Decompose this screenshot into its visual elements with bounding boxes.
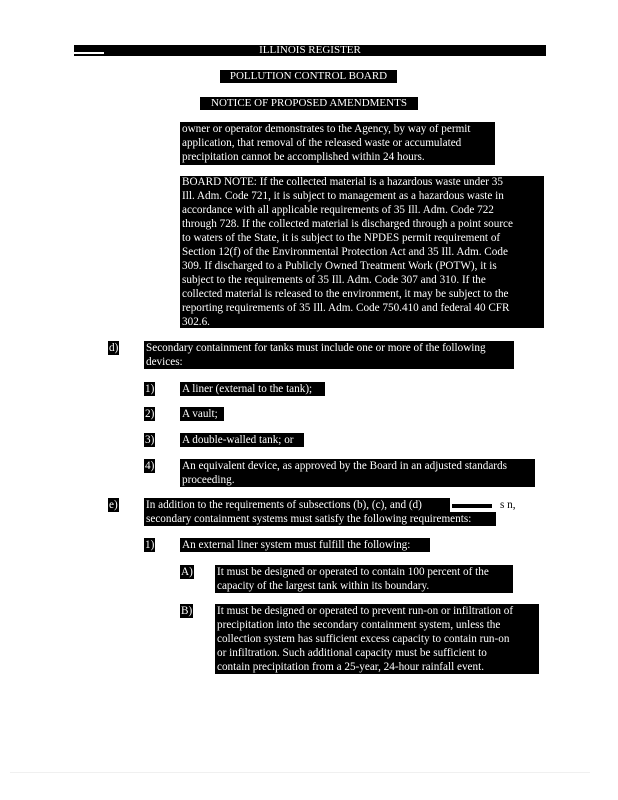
subitem-a-label: A) xyxy=(181,566,193,578)
item-2-text xyxy=(180,407,224,421)
paragraph-permit-application xyxy=(180,122,495,165)
item-2-label: 2) xyxy=(145,408,155,420)
section-d-label: d) xyxy=(109,342,119,354)
text-line: An equivalent device, as approved by the Board in an adjusted standards xyxy=(182,460,507,472)
e-item-1-label: 1) xyxy=(145,539,155,551)
text-line: Section 12(f) of the Environmental Protection Act and 35 Ill. Adm. Code xyxy=(182,246,508,258)
item-1-label: 1) xyxy=(145,383,155,395)
text-line: In addition to the requirements of subsections (b), (c), and (d) xyxy=(146,499,422,511)
redaction-smear xyxy=(452,504,492,508)
board-note xyxy=(180,176,544,328)
text-line: A double-walled tank; or xyxy=(182,434,294,446)
text-line: A vault; xyxy=(182,408,218,420)
text-line: subject to the requirements of 35 Ill. Adm. Code 307 and 310. If the xyxy=(182,274,486,286)
e-item-1-text xyxy=(180,538,430,552)
subitem-a-text xyxy=(215,565,513,593)
text-line: capacity of the largest tank within its boundary. xyxy=(217,580,430,592)
subitem-b-label: B) xyxy=(181,605,193,617)
text-line: proceeding. xyxy=(182,474,235,486)
text-line: reporting requirements of 35 Ill. Adm. Code 750.410 and federal 40 CFR xyxy=(182,302,510,314)
text-line: secondary containment systems must satisfy the following requirements: xyxy=(146,513,472,525)
text-line: owner or operator demonstrates to the Agency, by way of permit xyxy=(182,123,471,135)
section-e-line2 xyxy=(144,512,496,526)
text-line: Ill. Adm. Code 721, it is subject to management as a hazardous waste in xyxy=(182,190,504,202)
text-line: Secondary containment for tanks must include one or more of the following xyxy=(146,342,486,354)
text-line: devices: xyxy=(146,356,183,368)
text-line: 309. If discharged to a Publicly Owned Treatment Work (POTW), it is xyxy=(182,260,497,272)
header-rule-gap xyxy=(74,52,104,54)
text-line: An external liner system must fulfill the following: xyxy=(182,539,411,551)
text-line: precipitation into the secondary containment system, unless the xyxy=(217,619,501,631)
notice-title: NOTICE OF PROPOSED AMENDMENTS xyxy=(200,97,418,110)
text-line: A liner (external to the tank); xyxy=(182,383,313,395)
text-line: contain precipitation from a 25-year, 24-hour rainfall event. xyxy=(217,661,485,673)
item-1-text xyxy=(180,382,325,396)
section-e-line1 xyxy=(144,498,450,512)
board-title: POLLUTION CONTROL BOARD xyxy=(220,70,397,83)
text-line: application, that removal of the released waste or accumulated xyxy=(182,137,462,149)
text-line: It must be designed or operated to prevent run-on or infiltration of xyxy=(217,605,514,617)
item-3-text xyxy=(180,433,304,447)
section-e-label: e) xyxy=(109,499,118,511)
item-4-label: 4) xyxy=(145,460,155,472)
subitem-b-text xyxy=(215,604,539,674)
text-line: accordance with all applicable requirements of 35 Ill. Adm. Code 722 xyxy=(182,204,494,216)
item-3-label: 3) xyxy=(145,434,155,446)
section-e-line1-tail: s n, xyxy=(500,499,516,511)
text-line: precipitation cannot be accomplished within 24 hours. xyxy=(182,151,425,163)
section-d-text xyxy=(144,341,514,369)
text-line: 302.6. xyxy=(182,316,210,328)
text-line: or infiltration. Such additional capacity must be sufficient to xyxy=(217,647,487,659)
page-bottom-edge xyxy=(10,772,590,773)
text-line: to waters of the State, it is subject to the NPDES permit requirement of xyxy=(182,232,501,244)
text-line: BOARD NOTE: If the collected material is a hazardous waste under 35 xyxy=(182,176,503,188)
text-line: It must be designed or operated to contain 100 percent of the xyxy=(217,566,489,578)
text-line: collection system has sufficient excess capacity to contain run-on xyxy=(217,633,510,645)
item-4-text xyxy=(180,459,535,487)
text-line: through 728. If the collected material is discharged through a point source xyxy=(182,218,513,230)
register-title: ILLINOIS REGISTER xyxy=(259,44,361,56)
text-line: collected material is released to the environment, it may be subject to the xyxy=(182,288,509,300)
